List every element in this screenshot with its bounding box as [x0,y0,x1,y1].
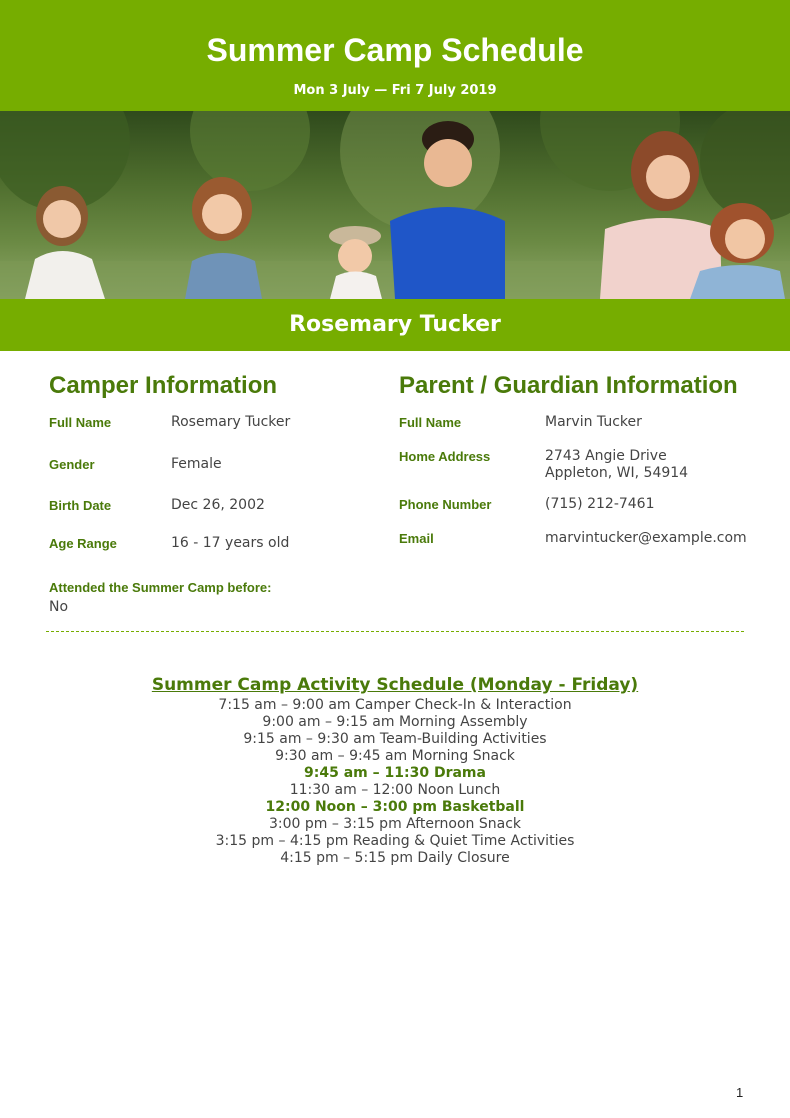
guardian-full-name-value: Marvin Tucker [545,414,642,430]
schedule-item: 3:00 pm – 3:15 pm Afternoon Snack [268,816,522,832]
camper-full-name-label: Full Name [49,415,112,430]
guardian-email-value: marvintucker@example.com [545,530,747,546]
schedule-item-highlight: 12:00 Noon – 3:00 pm Basketball [265,799,525,815]
camper-gender-value: Female [171,456,222,472]
camper-full-name-value: Rosemary Tucker [171,414,291,430]
guardian-phone-value: (715) 212-7461 [545,496,655,512]
guardian-email-label: Email [399,531,434,546]
activity-schedule [0,673,790,867]
camper-age-range-label: Age Range [49,536,117,551]
attended-before-value: No [49,599,69,615]
guardian-full-name-label: Full Name [399,415,462,430]
schedule-item: 7:15 am – 9:00 am Camper Check-In & Interaction [218,697,572,713]
schedule-title: Summer Camp Activity Schedule (Monday - Friday) [151,675,639,695]
camper-birth-date-value: Dec 26, 2002 [171,497,265,513]
schedule-item: 11:30 am – 12:00 Noon Lunch [289,782,501,798]
camper-info-title: Camper Information [49,372,278,399]
camper-age-range-value: 16 - 17 years old [171,535,290,551]
page-title: Summer Camp Schedule [206,32,584,68]
schedule-item: 3:15 pm – 4:15 pm Reading & Quiet Time Activities [215,833,575,849]
camper-name-banner: Rosemary Tucker [0,299,790,351]
section-divider [46,631,744,632]
page-number: 1 [736,1085,744,1100]
guardian-address-line1: 2743 Angie Drive [545,448,667,464]
schedule-item-highlight: 9:45 am – 11:30 Drama [304,765,486,781]
page-header [0,0,790,111]
schedule-item: 4:15 pm – 5:15 pm Daily Closure [280,850,510,866]
guardian-info-title: Parent / Guardian Information [399,372,738,399]
guardian-address-line2: Appleton, WI, 54914 [545,465,689,481]
schedule-item: 9:00 am – 9:15 am Morning Assembly [262,714,528,730]
schedule-item: 9:30 am – 9:45 am Morning Snack [275,748,515,764]
children-running-photo [0,111,790,299]
camper-gender-label: Gender [49,457,95,472]
date-range: Mon 3 July — Fri 7 July 2019 [293,83,497,98]
camper-birth-date-label: Birth Date [49,498,112,513]
attended-before-label: Attended the Summer Camp before: [49,580,272,595]
schedule-item: 9:15 am – 9:30 am Team-Building Activities [243,731,547,747]
guardian-address-label: Home Address [399,449,491,464]
guardian-phone-label: Phone Number [399,497,492,512]
